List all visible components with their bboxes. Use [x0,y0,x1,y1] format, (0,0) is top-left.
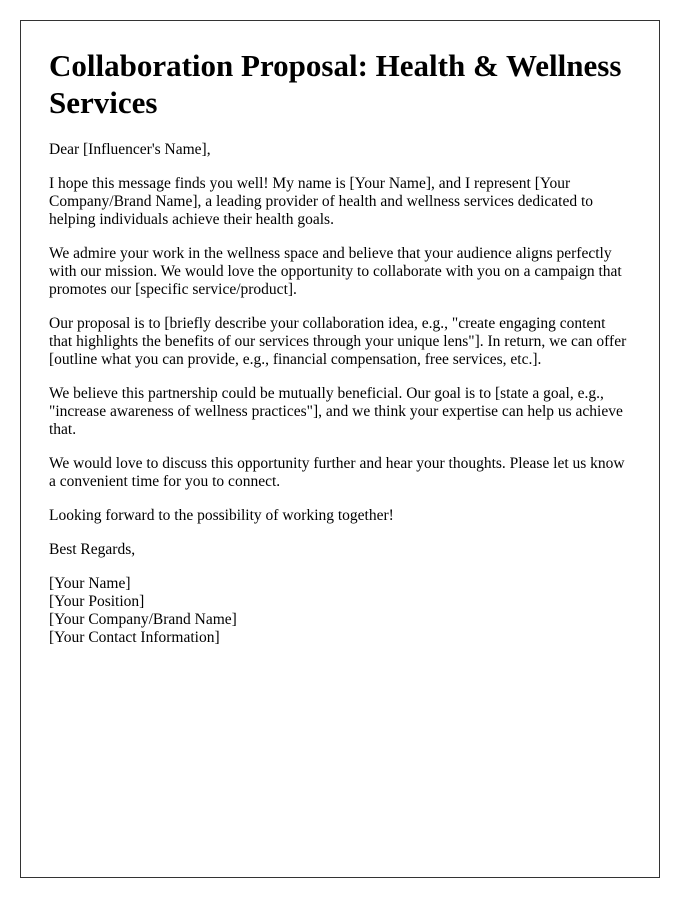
body-paragraph-benefit: We believe this partnership could be mutually beneficial. Our goal is to [state a goal, e.g., "increase awareness of wellness practices"], and we think your expertise can help us achieve that. [49,385,623,438]
signature-name: [Your Name] [49,575,131,592]
body-paragraph-proposal: Our proposal is to [briefly describe your collaboration idea, e.g., "create engaging content that highlights the benefits of our services through your unique lens"]. In return, we can offer [outline what you can provide, e.g., financial compensation, free services, etc.]. [49,315,627,368]
letter-page [20,20,660,878]
signature-position: [Your Position] [49,593,145,610]
signature-company: [Your Company/Brand Name] [49,611,237,628]
body-paragraph-looking-forward: Looking forward to the possibility of working together! [49,507,394,524]
body-paragraph-intro: I hope this message finds you well! My name is [Your Name], and I represent [Your Company/Brand Name], a leading provider of health and wellness services dedicated to helping individuals achieve their health goals. [49,175,594,228]
body-paragraph-discussion: We would love to discuss this opportunity further and hear your thoughts. Please let us know a convenient time for you to connect. [49,455,625,490]
body-paragraph-admiration: We admire your work in the wellness space and believe that your audience aligns perfectly with our mission. We would love the opportunity to collaborate with you on a campaign that promotes our [specific service/product]. [49,245,622,298]
letter-title: Collaboration Proposal: Health & Wellness Services [49,48,622,120]
signature-contact: [Your Contact Information] [49,629,220,646]
closing: Best Regards, [49,541,136,558]
signature-block [49,575,631,647]
salutation: Dear [Influencer's Name], [49,141,211,158]
